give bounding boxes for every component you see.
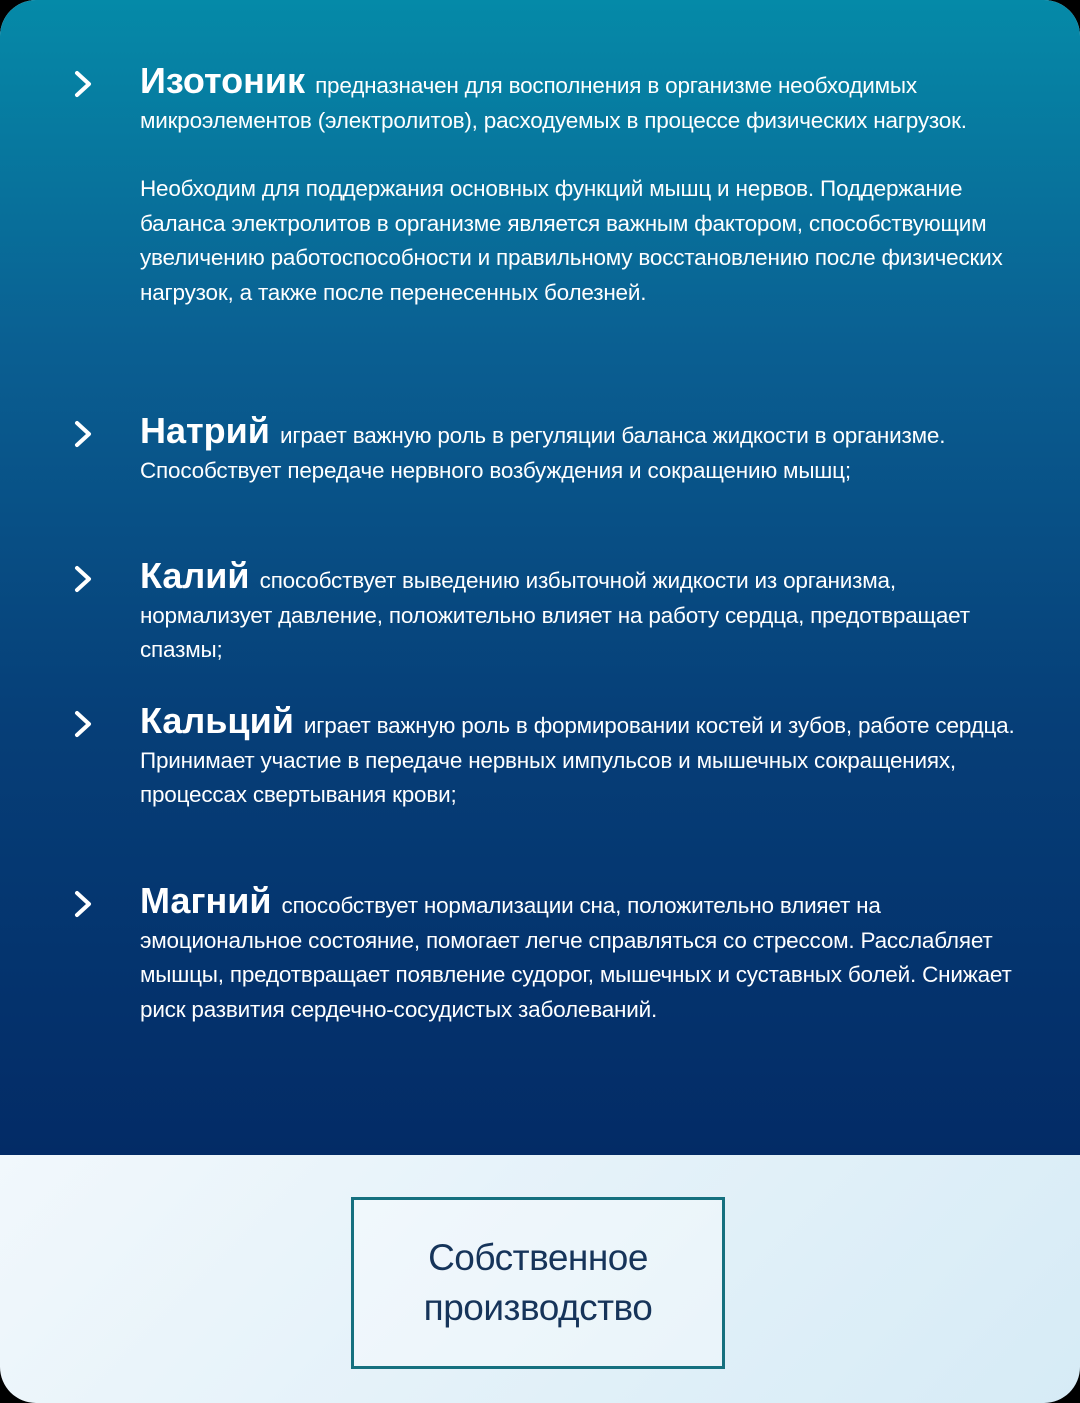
item-heading: Кальций	[140, 700, 294, 741]
item-heading: Калий	[140, 555, 250, 596]
item-text	[140, 880, 1018, 1027]
chevron-right-icon	[70, 66, 96, 102]
item-description: играет важную роль в регуляции баланса жидкости в организме. Способствует передаче нервного возбуждения и сокращению мышц;	[140, 423, 946, 483]
chevron-right-icon	[70, 416, 96, 452]
item-heading: Магний	[140, 880, 272, 921]
item-description: играет важную роль в формировании костей и зубов, работе сердца. Принимает участие в передаче нервных импульсов и мышечных сокращениях, процессах свертывания крови;	[140, 713, 1015, 807]
chevron-right-icon	[70, 886, 96, 922]
own-production-label: Собственное производство	[423, 1237, 653, 1328]
item-text	[140, 700, 1018, 813]
item-text	[140, 60, 1018, 310]
item-extra: Необходим для поддержания основных функций мышц и нервов. Поддержание баланса электролитов в организме является важным фактором, способствующим увеличению работоспособности и правильному восстановлению после физических нагрузок, а также после перенесенных болезней.	[140, 176, 1003, 305]
item-description: предназначен для восполнения в организме необходимых микроэлементов (электролитов), расходуемых в процессе физических нагрузок.	[140, 73, 967, 133]
item-heading: Натрий	[140, 410, 270, 451]
item-text	[140, 410, 1018, 488]
item-description: способствует нормализации сна, положительно влияет на эмоциональное состояние, помогает легче справляться со стрессом. Расслабляет мышцы, предотвращает появление судорог, мышечных и суставных болей. Снижает риск развития сердечно-сосудистых заболеваний.	[140, 893, 1012, 1022]
own-production-button[interactable]	[351, 1197, 725, 1369]
chevron-right-icon	[70, 561, 96, 597]
chevron-right-icon	[70, 706, 96, 742]
item-heading: Изотоник	[140, 60, 306, 101]
item-text	[140, 555, 1018, 668]
item-description: способствует выведению избыточной жидкости из организма, нормализует давление, положительно влияет на работу сердца, предотвращает спазмы;	[140, 568, 970, 662]
